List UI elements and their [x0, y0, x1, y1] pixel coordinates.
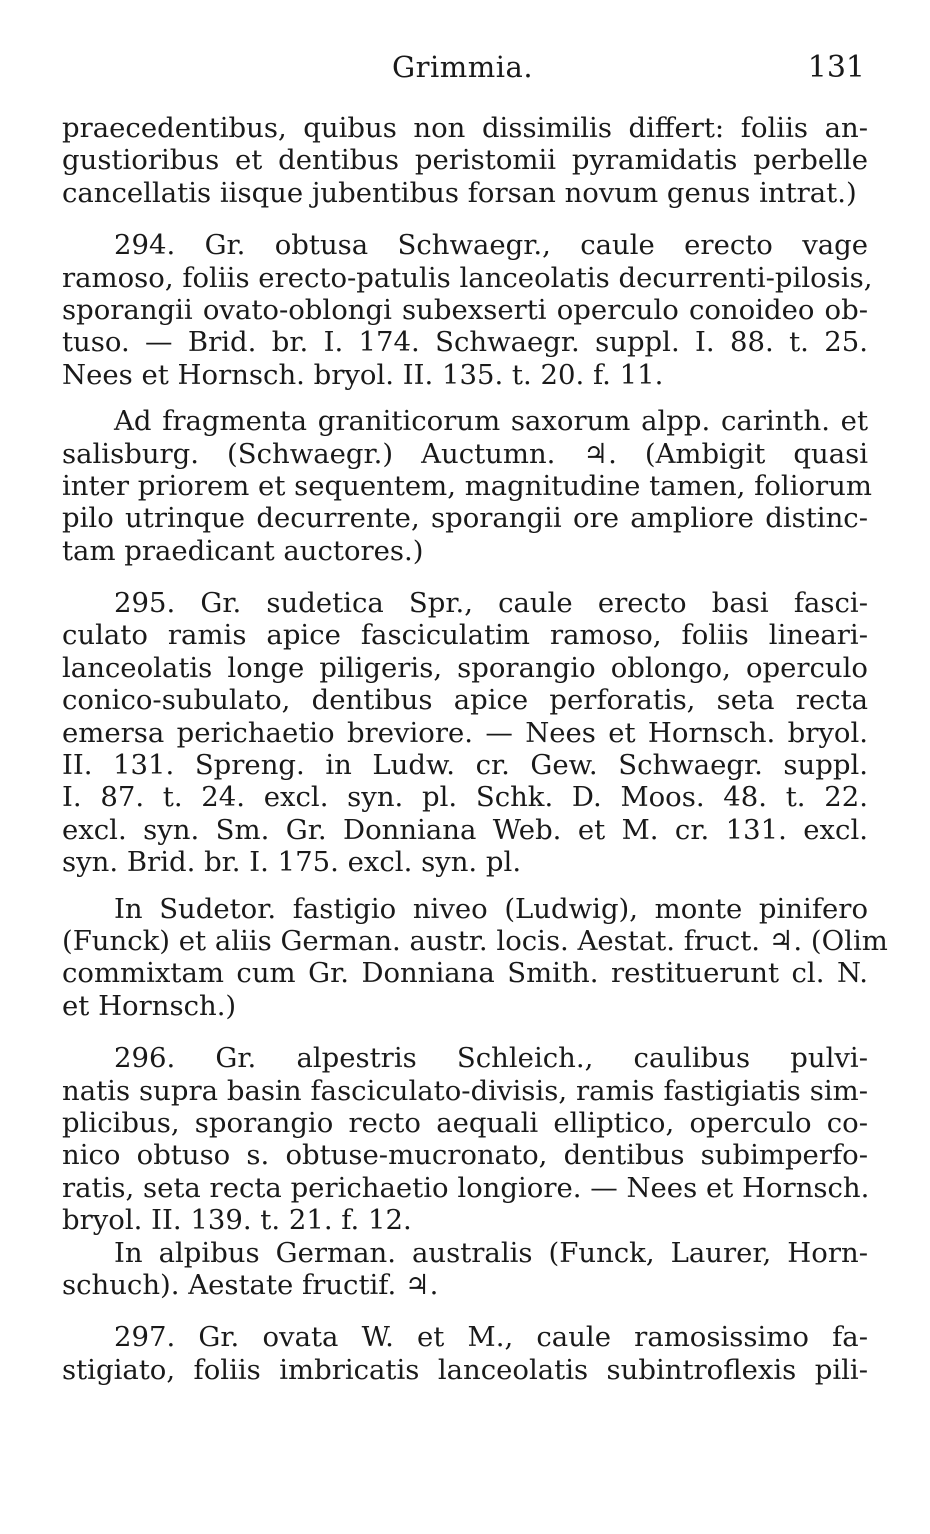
body-text: [62, 112, 888, 1386]
text-line: syn. Brid. br. I. 175. excl. syn. pl.: [62, 846, 522, 879]
text-line: gustioribus et dentibus peristomii pyramidatis perbelle: [62, 144, 868, 177]
page-header: [60, 50, 865, 94]
text-line: sporangii ovato-oblongi subexserti operculo conoideo ob-: [62, 293, 868, 326]
text-line: Ad fragmenta graniticorum saxorum alpp. carinth. et: [114, 405, 868, 438]
text-line: pilo utrinque decurrente, sporangii ore ampliore distinc-: [62, 502, 868, 535]
text-line: plicibus, sporangio recto aequali elliptico, operculo co-: [62, 1106, 868, 1139]
text-line: II. 131. Spreng. in Ludw. cr. Gew. Schwaegr. suppl.: [62, 749, 868, 782]
text-line: emersa perichaetio breviore. — Nees et Hornsch. bryol.: [62, 716, 868, 749]
text-line: excl. syn. Sm. Gr. Donniana Web. et M. cr. 131. excl.: [62, 813, 868, 846]
entry-294-heading: 294. Gr. obtusa Schwaegr., caule erecto vage: [114, 229, 868, 262]
text-line: cancellatis iisque jubentibus forsan novum genus intrat.): [62, 176, 857, 209]
page-number: 131: [807, 50, 865, 85]
entry-295-heading: 295. Gr. sudetica Spr., caule erecto basi fasci-: [114, 587, 868, 620]
text-line: In alpibus German. australis (Funck, Laurer, Horn-: [114, 1236, 868, 1269]
text-line: nico obtuso s. obtuse-mucronato, dentibus subimperfo-: [62, 1139, 868, 1172]
running-title: Grimmia.: [391, 50, 534, 84]
text-line: natis supra basin fasciculato-divisis, ramis fastigiatis sim-: [62, 1074, 868, 1107]
text-line: tam praedicant auctores.): [62, 534, 424, 567]
text-line: lanceolatis longe piligeris, sporangio oblongo, operculo: [62, 651, 868, 684]
text-line: ramoso, foliis erecto-patulis lanceolatis decurrenti-pilosis,: [62, 261, 873, 294]
text-line: In Sudetor. fastigio niveo (Ludwig), monte pinifero: [114, 892, 868, 925]
text-line: I. 87. t. 24. excl. syn. pl. Schk. D. Moos. 48. t. 22.: [62, 781, 868, 814]
text-line: (Funck) et aliis German. austr. locis. Aestat. fruct. ♃. (Olim: [62, 924, 888, 957]
text-line: praecedentibus, quibus non dissimilis differt: foliis an-: [62, 112, 868, 144]
entry-297-heading: 297. Gr. ovata W. et M., caule ramosissimo fa-: [114, 1321, 868, 1354]
text-line: bryol. II. 139. t. 21. f. 12.: [62, 1204, 412, 1237]
text-line: et Hornsch.): [62, 989, 237, 1022]
text-line: schuch). Aestate fructif. ♃.: [62, 1268, 439, 1301]
text-line: inter priorem et sequentem, magnitudine tamen, foliorum: [62, 469, 872, 502]
text-line: culato ramis apice fasciculatim ramoso, foliis lineari-: [62, 619, 868, 652]
text-line: tuso. — Brid. br. I. 174. Schwaegr. suppl. I. 88. t. 25.: [62, 326, 868, 359]
text-line: ratis, seta recta perichaetio longiore. — Nees et Hornsch.: [62, 1171, 870, 1204]
text-line: conico-subulato, dentibus apice perforatis, seta recta: [62, 684, 868, 717]
text-line: commixtam cum Gr. Donniana Smith. restituerunt cl. N.: [62, 957, 868, 990]
text-line: stigiato, foliis imbricatis lanceolatis subintroflexis pili-: [62, 1353, 868, 1386]
entry-296-heading: 296. Gr. alpestris Schleich., caulibus pulvi-: [114, 1042, 868, 1075]
text-line: salisburg. (Schwaegr.) Auctumn. ♃. (Ambigit quasi: [62, 437, 868, 470]
text-line: Nees et Hornsch. bryol. II. 135. t. 20. f. 11.: [62, 358, 664, 391]
